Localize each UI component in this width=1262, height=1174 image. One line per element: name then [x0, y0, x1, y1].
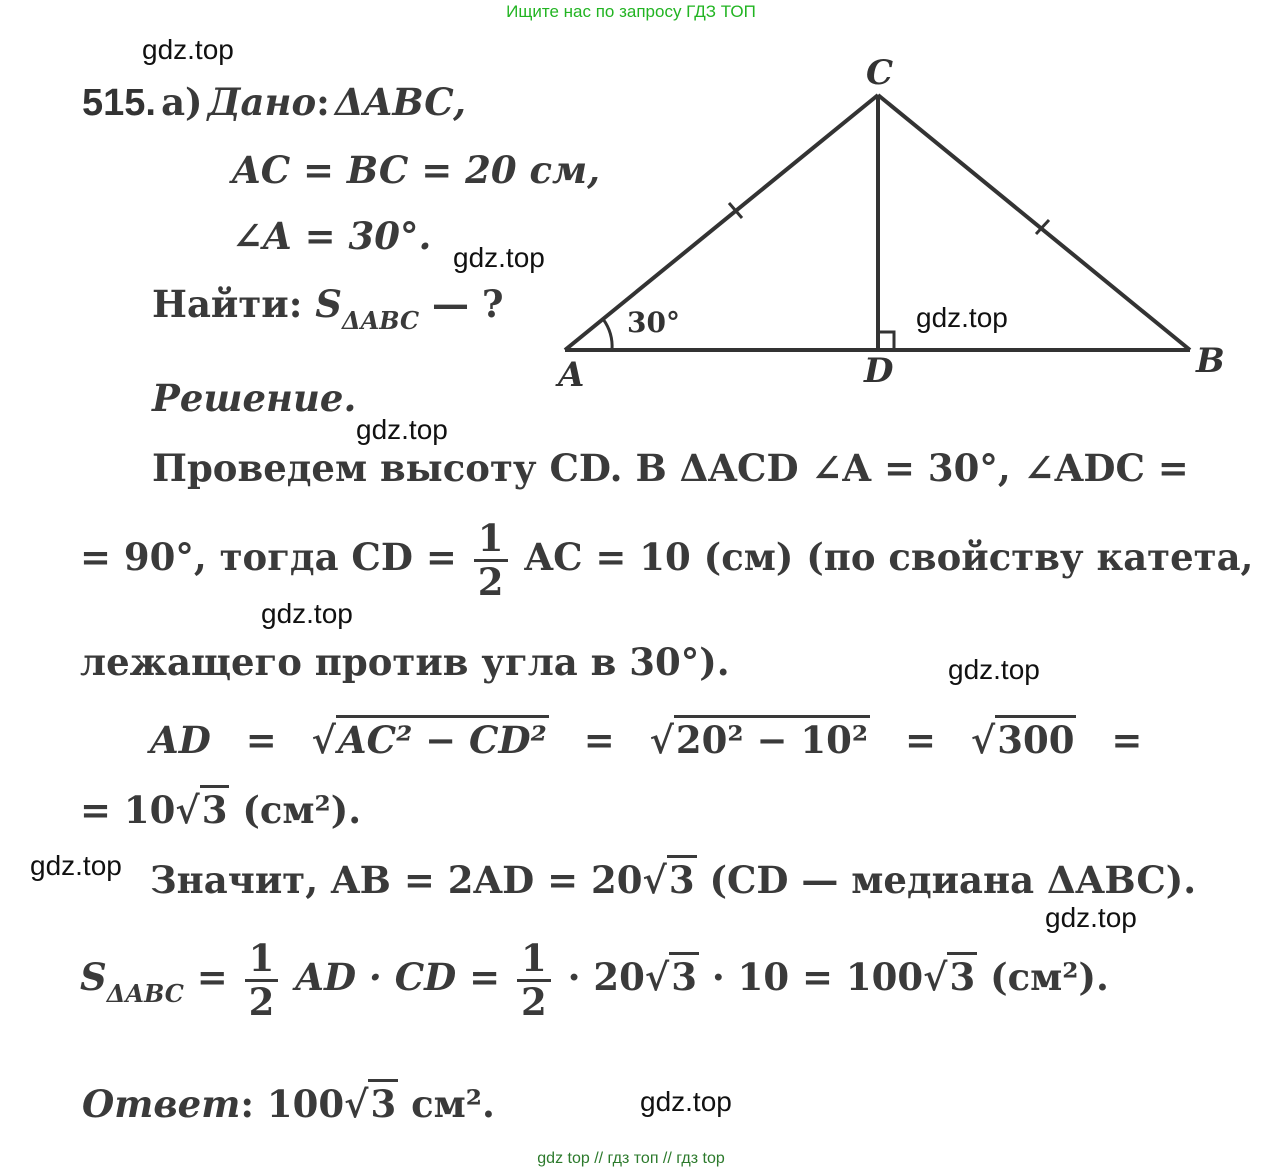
- watermark: gdz.top: [1045, 902, 1137, 933]
- solution-line-3: лежащего против угла в 30°).: [80, 640, 730, 684]
- problem-part: а): [161, 80, 203, 124]
- label-d: D: [864, 351, 894, 391]
- fraction-half: $\frac{1}{2}$: [474, 520, 508, 601]
- watermark: gdz.top: [948, 654, 1040, 685]
- sqrt-expression-2: √20² − 10²: [650, 718, 870, 762]
- sqrt-three: √3: [923, 955, 977, 999]
- sqrt-three: √3: [175, 788, 229, 832]
- find-label: Найти:: [152, 282, 303, 326]
- solution-line-1: Проведем высоту CD. В ΔACD ∠A = 30°, ∠ADC =: [152, 446, 1189, 490]
- solution-line-7: $S_{\Delta ABC}$ = $\frac{1}{2}$ AD · CD = $\frac{1}{2}$ · 20√3 · 10 = 100√3 (см²).: [80, 936, 1109, 1024]
- watermark: gdz.top: [453, 242, 545, 273]
- sqrt-three: √3: [645, 955, 699, 999]
- find-area-subscript: ΔABC: [342, 306, 420, 335]
- watermark: gdz.top: [356, 414, 448, 445]
- find-tail: — ?: [432, 282, 504, 326]
- given-triangle: ΔABC,: [334, 80, 466, 124]
- fraction-half: $\frac{1}{2}$: [245, 940, 279, 1021]
- watermark: gdz.top: [261, 598, 353, 629]
- sqrt-expression-1: √AC² − CD²: [312, 718, 549, 762]
- problem-number: 515.: [82, 82, 156, 124]
- given-angle: ∠A = 30°.: [232, 214, 432, 258]
- angle-label: 30°: [627, 306, 680, 339]
- watermark: gdz.top: [142, 34, 234, 65]
- sqrt-three: √3: [344, 1082, 398, 1126]
- given-sides: AC = BC = 20 см,: [232, 148, 601, 192]
- watermark: gdz.top: [640, 1086, 732, 1117]
- label-c: C: [866, 53, 894, 93]
- triangle-figure: [0, 0, 1262, 420]
- side-ac: [565, 95, 878, 350]
- label-a: A: [558, 355, 585, 395]
- solution-line-2: [80, 516, 1254, 604]
- watermark: gdz.top: [916, 302, 1008, 333]
- watermark: gdz.top: [30, 850, 122, 881]
- solution-line-4: AD = √AC² − CD² = √20² − 10² = √300 =: [150, 718, 1142, 762]
- line4-ad: AD: [150, 718, 211, 762]
- sqrt-expression-3: √300: [971, 718, 1077, 762]
- solution-heading: Решение.: [152, 376, 357, 420]
- line2-start: = 90°, тогда CD =: [80, 535, 457, 579]
- label-b: B: [1196, 341, 1225, 381]
- footer-links[interactable]: gdz top // гдз топ // гдз top: [537, 1150, 725, 1167]
- side-cb: [878, 95, 1190, 350]
- problem-header: 515. а) Дано: ΔABC,: [82, 80, 466, 124]
- top-banner[interactable]: Ищите нас по запросу ГДЗ ТОП: [506, 2, 756, 21]
- sqrt-three: √3: [643, 858, 697, 902]
- solution-line-6: Значит, AB = 2AD = 20√3 (CD — медиана ΔABC).: [150, 858, 1196, 902]
- fraction-half: $\frac{1}{2}$: [517, 940, 551, 1021]
- given-label: Дано: [207, 80, 317, 124]
- line2-end: AC = 10 (см) (по свойству катета,: [524, 535, 1254, 579]
- answer-label: Ответ: [82, 1082, 241, 1126]
- angle-arc: [603, 319, 612, 350]
- find-area-symbol: S: [315, 282, 343, 326]
- solution-line-5: = 10√3 (см²).: [80, 788, 361, 832]
- answer-line: Ответ: 100√3 см².: [82, 1082, 495, 1126]
- right-angle-mark: [878, 332, 894, 350]
